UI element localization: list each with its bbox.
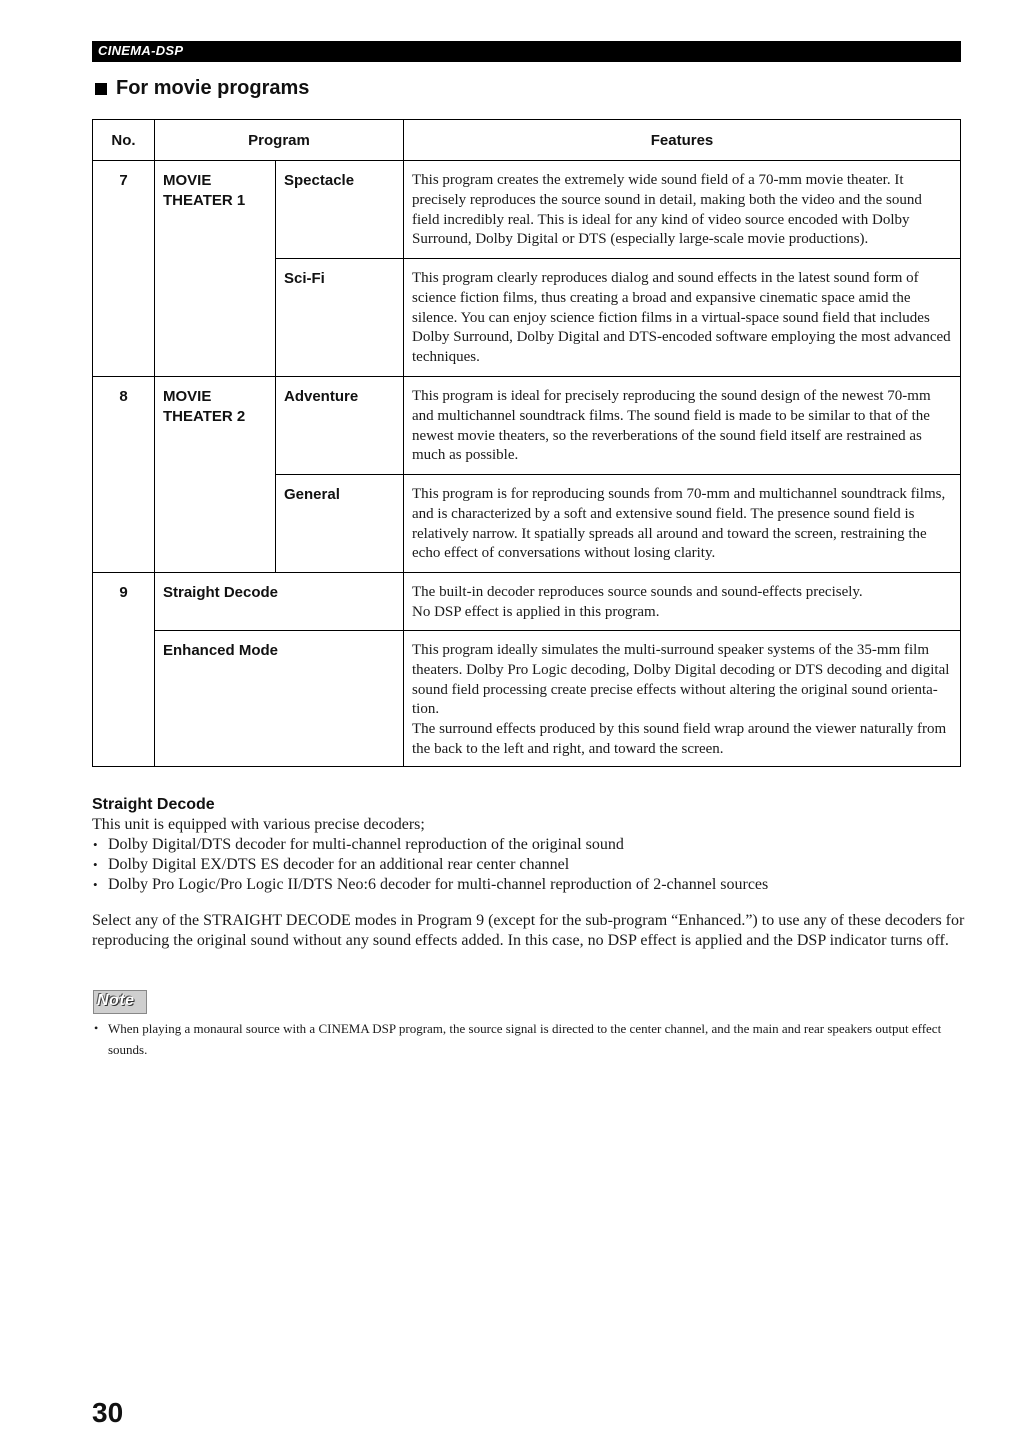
straight-decode-intro: This unit is equipped with various precise decoders;	[92, 816, 425, 833]
programs-table	[92, 119, 961, 767]
header-no: No.	[93, 120, 155, 161]
page-title	[95, 77, 309, 100]
note-text: • When playing a monaural source with a CINEMA DSP program, the source signal is directed to the center channel, and the main and rear speakers output effect sounds.	[92, 1018, 968, 1060]
decoder-list	[92, 835, 972, 895]
sub-program-name: General	[276, 475, 404, 573]
list-item: • Dolby Digital/DTS decoder for multi-channel reproduction of the original sound	[92, 835, 972, 855]
table-row	[93, 377, 961, 475]
features-cell: This program is for reproducing sounds from 70-mm and multichannel soundtrack films, and is characterized by a soft and extensive sound field. The presence sound field is relatively narrow. It spatially spreads all around and toward the screen, restraining the echo effect of conversations without losing clarity.	[404, 475, 961, 573]
section-header-label: CINEMA-DSP	[98, 43, 184, 58]
straight-decode-heading: Straight Decode	[92, 796, 215, 813]
sub-program-name: Spectacle	[276, 161, 404, 259]
table-row	[93, 631, 961, 767]
table-header-row	[93, 120, 961, 161]
features-cell: This program is ideal for precisely reproducing the sound design of the newest 70-mm and multichannel soundtrack films. The sound field is made to be similar to that of the newest movie theaters, so the reverberations of the sound field itself are restrained as much as possible.	[404, 377, 961, 475]
note-badge	[93, 990, 147, 1014]
program-name: Enhanced Mode	[155, 631, 404, 767]
sub-program-name: Adventure	[276, 377, 404, 475]
features-cell: The built-in decoder reproduces source sounds and sound-effects precisely. No DSP effect is applied in this program.	[404, 573, 961, 631]
program-number: 9	[93, 573, 155, 767]
sub-program-name: Sci-Fi	[276, 259, 404, 377]
program-name: MOVIE THEATER 2	[155, 377, 276, 573]
features-cell: This program creates the extremely wide sound field of a 70-mm movie theater. It precisely reproduces the source sound in detail, making both the video and the sound field incredibly real. This is ideal for any kind of video source encoded with Dolby Surround, Dolby Digital or DTS (especially large-scale movie productions).	[404, 161, 961, 259]
straight-decode-paragraph: Select any of the STRAIGHT DECODE modes in Program 9 (except for the sub-program “Enhanced.”) to use any of these decoders for reproducing the original sound without any sound effects added. In this case, no DSP effect is applied and the DSP indicator turns off.	[92, 912, 965, 949]
header-features: Features	[404, 120, 961, 161]
list-item: • Dolby Digital EX/DTS ES decoder for an additional rear center channel	[92, 855, 972, 875]
header-program: Program	[155, 120, 404, 161]
note-label: Note	[97, 992, 135, 1009]
table-row	[93, 161, 961, 259]
program-number: 7	[93, 161, 155, 377]
program-name: MOVIE THEATER 1	[155, 161, 276, 377]
program-name: Straight Decode	[155, 573, 404, 631]
features-cell: This program ideally simulates the multi-surround speaker systems of the 35-mm film theaters. Dolby Pro Logic decoding, Dolby Digital decoding or DTS decoding and digital sound field processing create precise effects without altering the original sound orienta-tion. The surround effects produced by this sound field wrap around the viewer naturally from the back to the left and right, and toward the screen.	[404, 631, 961, 767]
table-row	[93, 573, 961, 631]
square-bullet-icon	[95, 83, 107, 95]
features-cell: This program clearly reproduces dialog and sound effects in the latest sound form of science fiction films, thus creating a broad and expansive cinematic space amid the silence. You can enjoy science fiction films in a virtual-space sound field that includes Dolby Surround, Dolby Digital and DTS-encoded software employing the most advanced techniques.	[404, 259, 961, 377]
page-title-text: For movie programs	[116, 77, 310, 99]
page-number: 30	[92, 1397, 124, 1428]
straight-decode-section	[92, 796, 972, 951]
list-item: • Dolby Pro Logic/Pro Logic II/DTS Neo:6 decoder for multi-channel reproduction of 2-channel sources	[92, 875, 972, 895]
program-number: 8	[93, 377, 155, 573]
section-header-bar	[92, 41, 961, 62]
